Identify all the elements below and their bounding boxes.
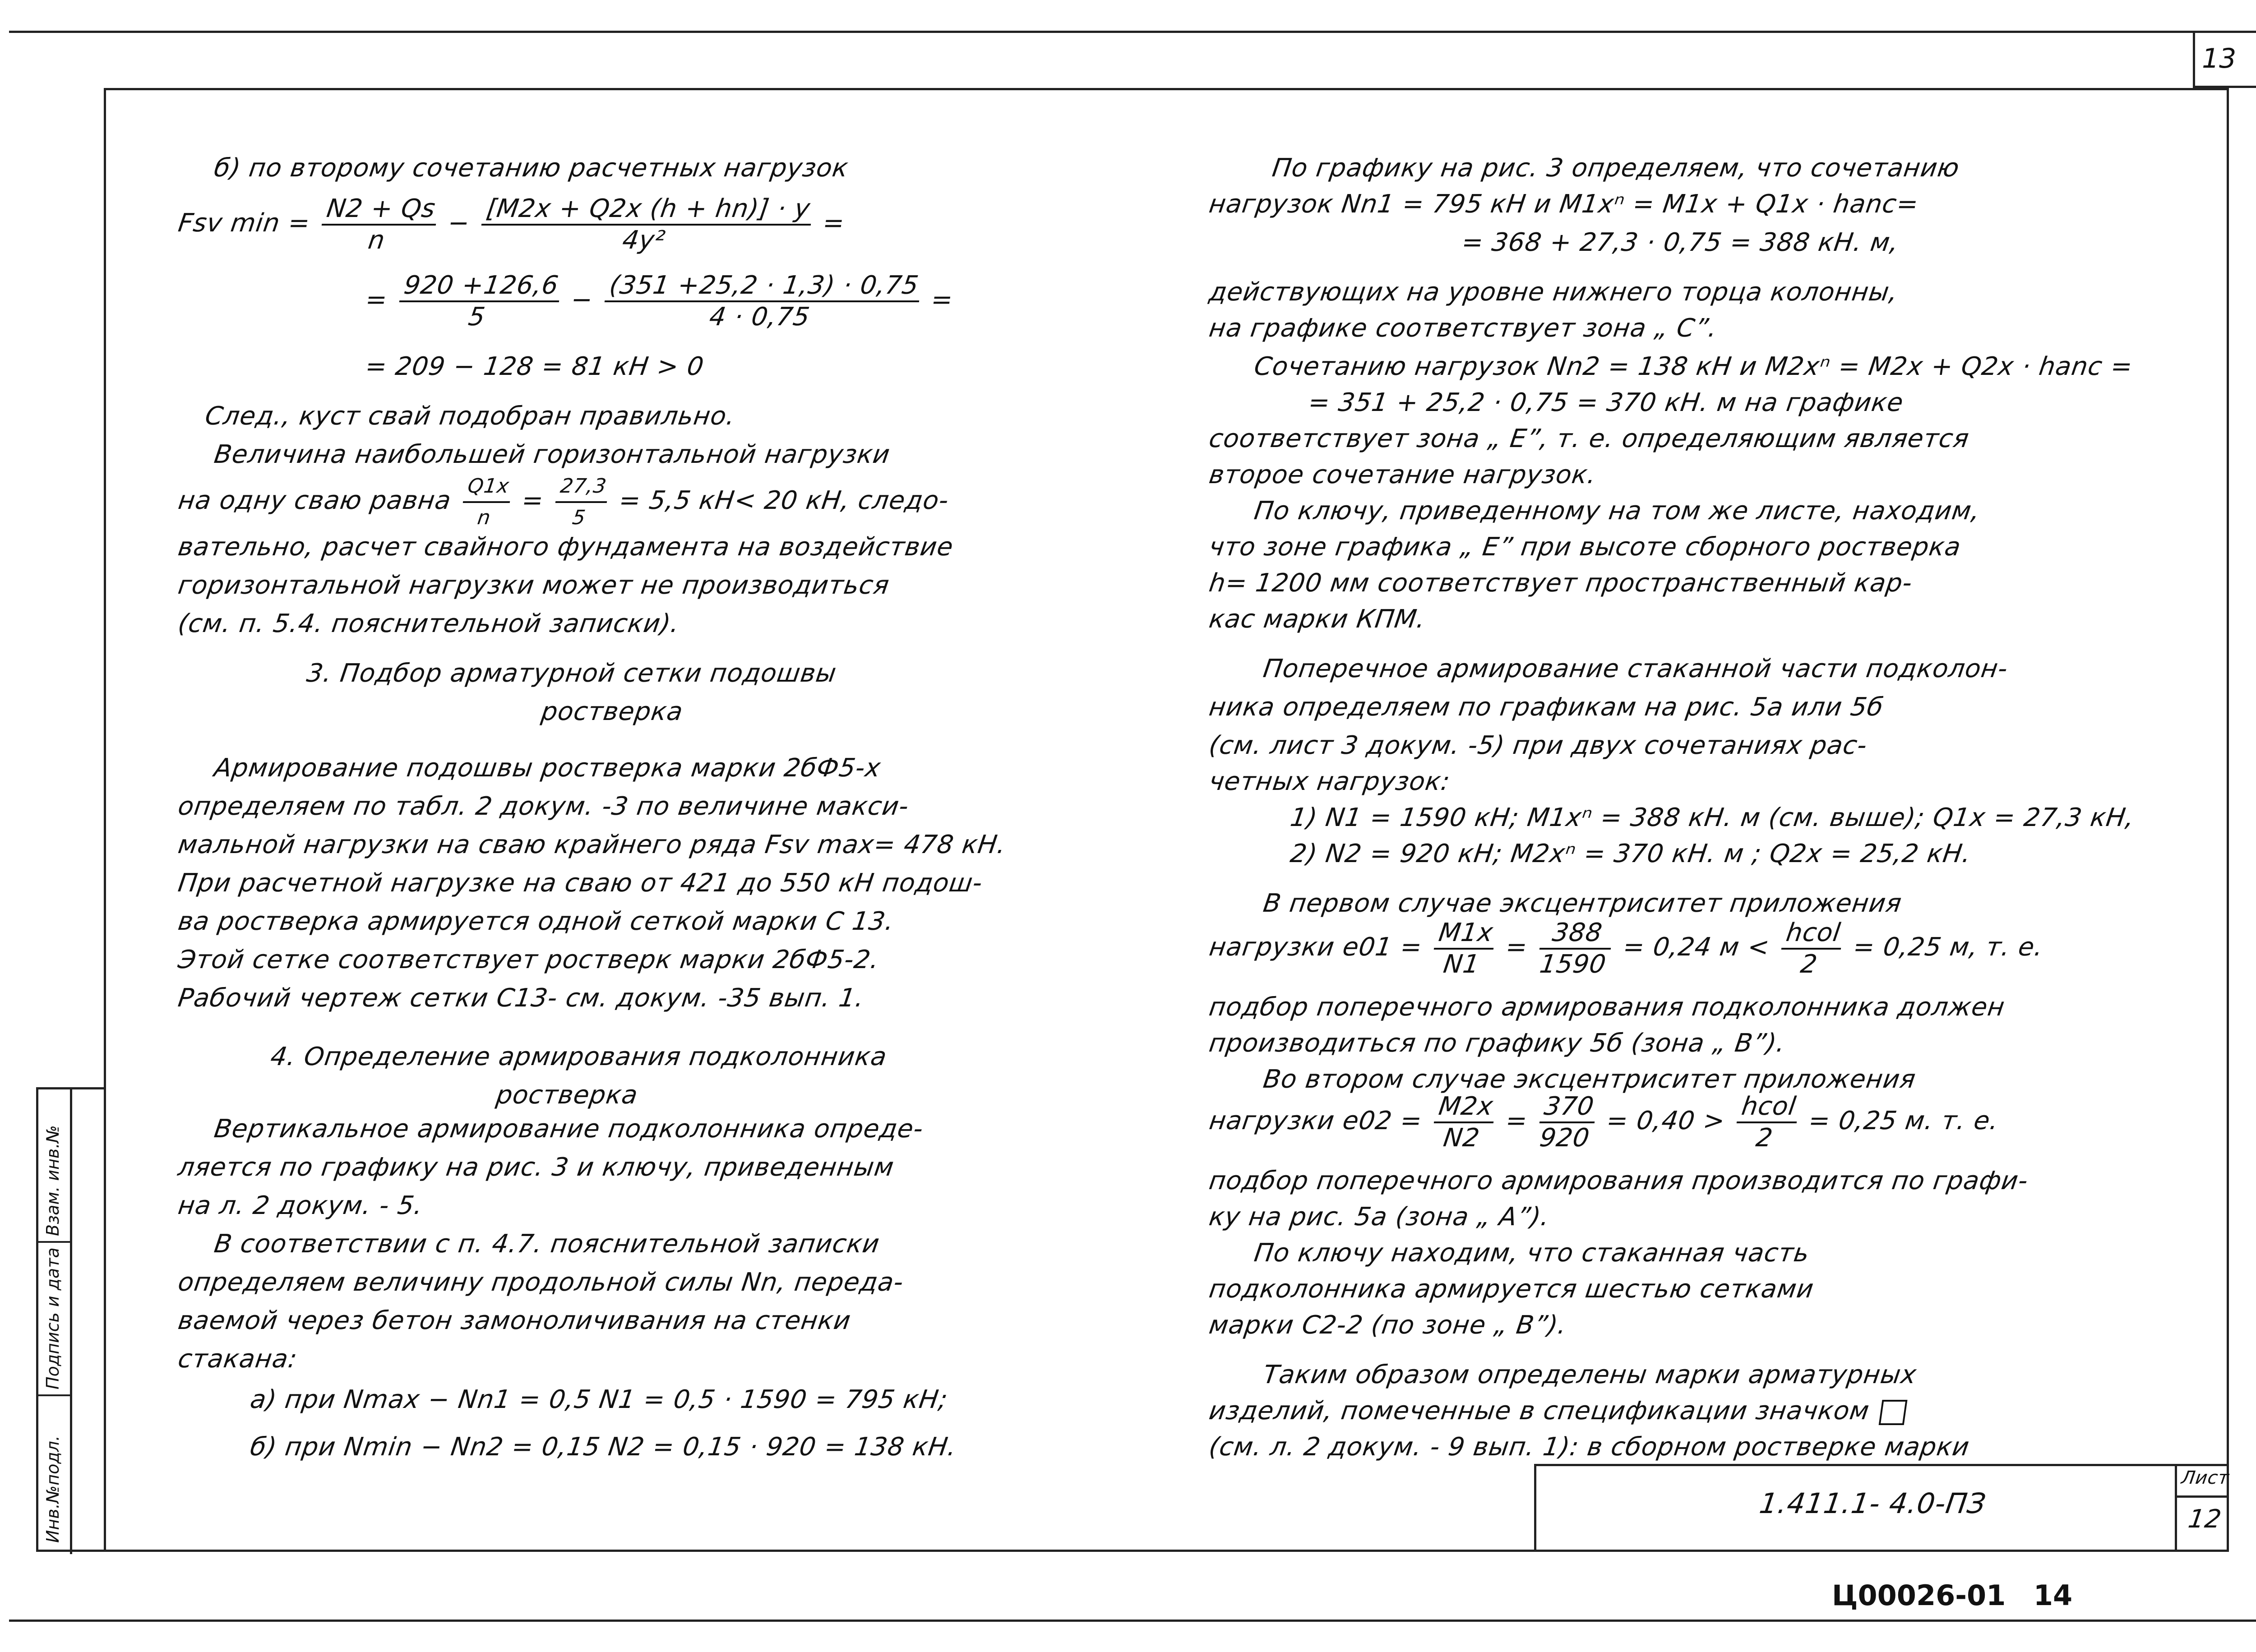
left-line-03: Величина наибольшей горизонтальной нагрузки: [212, 440, 892, 469]
text-span: на одну сваю равна: [176, 486, 453, 516]
left-line-09: определяем по табл. 2 докум. -3 по величине макси-: [176, 792, 911, 821]
left-line-23: б) при Nmin − Nn2 = 0,15 N2 = 0,15 · 920 = 138 кН.: [248, 1432, 959, 1462]
document-code: 1.411.1- 4.0-ПЗ: [1757, 1487, 1988, 1520]
text-span: нагрузки e02 =: [1207, 1106, 1424, 1136]
right-line-20: В первом случае эксцентриситет приложения: [1261, 889, 1904, 918]
right-line-18: 1) N1 = 1590 кН; M1xⁿ = 388 кН. м (см. выше); Q1x = 27,3 кН,: [1288, 803, 2136, 832]
left-line-17: на л. 2 докум. - 5.: [176, 1191, 425, 1220]
stamp-divider: [70, 1089, 72, 1554]
right-line-09: второе сочетание нагрузок.: [1207, 460, 1599, 489]
operator: −: [446, 208, 472, 238]
text-span: нагрузки e01 =: [1207, 932, 1424, 962]
text-span: = 0,25 м, т. е.: [1851, 932, 2045, 962]
denominator: 1590: [1538, 950, 1608, 979]
right-line-29: подколонника армируется шестью сетками: [1207, 1274, 1816, 1304]
section-4-heading: 4. Определение армирования подколонника: [268, 1042, 889, 1071]
right-line-19: 2) N2 = 920 кН; M2xⁿ = 370 кН. м ; Q2x = 25,2 кН.: [1288, 839, 1973, 868]
numerator: (351 +25,2 · 1,3) · 0,75: [605, 271, 923, 302]
square-mark-icon: [1878, 1400, 1907, 1425]
right-line-03: = 368 + 27,3 · 0,75 = 388 кН. м,: [1460, 228, 1901, 257]
archive-code-text: Ц00026-01: [1832, 1579, 2006, 1612]
numerator: hcol: [1781, 918, 1845, 950]
operator: =: [520, 486, 546, 516]
sheet-label: Лист: [2180, 1467, 2231, 1488]
fraction: [395, 271, 563, 332]
bottom-trim-line: [9, 1620, 2256, 1622]
fraction: [458, 471, 514, 533]
left-line-08: Армирование подошвы ростверка марки 2бФ5-х: [212, 753, 883, 783]
left-line-22: а) при Nmax − Nn1 = 0,5 N1 = 0,5 · 1590 = 795 кН;: [248, 1385, 950, 1414]
numerator: [M2x + Q2x (h + hn)] · y: [481, 194, 815, 226]
numerator: 388: [1539, 918, 1615, 950]
right-line-11: что зоне графика „ Е” при высоте сборного ростверка: [1207, 532, 1963, 562]
fraction: [318, 194, 440, 255]
archive-page: 14: [2033, 1579, 2073, 1612]
right-line-24: Во втором случае эксцентриситет приложения: [1261, 1065, 1918, 1094]
operator: =: [1503, 1106, 1530, 1136]
denominator: 5: [571, 506, 587, 529]
right-line-14: Поперечное армирование стаканной части подколон-: [1261, 654, 2010, 683]
right-line-07: = 351 + 25,2 · 0,75 = 370 кН. м на графике: [1306, 388, 1905, 417]
right-line-10: По ключу, приведенному на том же листе, находим,: [1252, 496, 1982, 526]
stamp-label-signature: Подпись и дата: [43, 1247, 63, 1389]
denominator: 5: [466, 302, 487, 332]
left-line-20: ваемой через бетон замоноличивания на стенки: [176, 1306, 853, 1335]
denominator: n: [476, 506, 492, 529]
numerator: 370: [1539, 1092, 1599, 1123]
denominator: 4y²: [620, 226, 667, 255]
right-line-16: (см. лист 3 докум. -5) при двух сочетаниях рас-: [1207, 731, 1869, 760]
denominator: 920: [1538, 1123, 1592, 1153]
fraction: [477, 194, 815, 255]
right-line-02: нагрузок Nn1 = 795 кН и M1xⁿ = M1x + Q1x · hanс=: [1207, 189, 1921, 219]
text-span: = 0,40 >: [1604, 1106, 1727, 1136]
right-line-27: ку на рис. 5а (зона „ А”).: [1207, 1202, 1552, 1232]
denominator: n: [366, 226, 387, 255]
section-4-heading-cont: ростверка: [494, 1080, 640, 1110]
denominator: N2: [1441, 1123, 1482, 1153]
formula-substitution: [361, 271, 957, 332]
formula-fsv-min: [174, 194, 848, 255]
left-line-14: Рабочий чертеж сетки С13- см. докум. -35 вып. 1.: [176, 983, 866, 1013]
numerator: 27,3: [555, 471, 611, 503]
fraction: [551, 471, 611, 533]
formula-lhs: Fsv min =: [176, 208, 312, 238]
operator: =: [929, 285, 955, 315]
left-line-06: горизонтальной нагрузки может не производиться: [176, 571, 892, 600]
fraction: [601, 271, 924, 332]
numerator: M2x: [1434, 1092, 1498, 1123]
right-line-13: кас марки КПМ.: [1207, 605, 1428, 634]
right-line-23: производиться по графику 5б (зона „ В”).: [1207, 1029, 1787, 1058]
right-line-25: [1205, 1092, 2002, 1153]
right-line-17: четных нагрузок:: [1207, 767, 1452, 796]
left-line-01: б) по второму сочетанию расчетных нагрузок: [212, 153, 851, 183]
right-line-32: [1207, 1396, 1908, 1426]
right-line-30: марки С2-2 (по зоне „ В”).: [1207, 1311, 1569, 1340]
left-line-21: стакана:: [176, 1344, 300, 1374]
section-3-heading-cont: ростверка: [539, 697, 685, 726]
left-line-04: [174, 471, 952, 533]
left-line-10: мальной нагрузки на сваю крайнего ряда Fsv max= 478 кН.: [176, 830, 1008, 859]
title-block-divider: [2175, 1495, 2229, 1498]
left-line-05: вательно, расчет свайного фундамента на воздействие: [176, 532, 956, 562]
right-line-26: подбор поперечного армирования производится по графи-: [1207, 1166, 2030, 1195]
right-line-01: По графику на рис. 3 определяем, что сочетанию: [1270, 153, 1961, 183]
page-number: 13: [2202, 43, 2237, 74]
text-span: = 0,24 м <: [1621, 932, 1772, 962]
fraction: [1535, 918, 1615, 979]
archive-code: [1832, 1579, 2072, 1612]
right-line-15: ника определяем по графикам на рис. 5а или 5б: [1207, 692, 1886, 722]
denominator: 2: [1754, 1123, 1775, 1153]
section-3-heading: 3. Подбор арматурной сетки подошвы: [305, 659, 839, 688]
stamp-label-inv-replace: Взам. инв.№: [43, 1125, 63, 1236]
stamp-label-inv-podl: Инв.№подл.: [43, 1435, 63, 1543]
numerator: hcol: [1737, 1092, 1801, 1123]
right-line-05: на графике соответствует зона „ С”.: [1207, 314, 1719, 343]
right-line-28: По ключу находим, что стаканная часть: [1252, 1238, 1812, 1268]
left-line-19: определяем величину продольной силы Nn, переда-: [176, 1268, 906, 1297]
sheet-number: 12: [2186, 1504, 2224, 1534]
numerator: 920 +126,6: [399, 271, 563, 302]
operator: −: [569, 285, 595, 315]
left-line-15: Вертикальное армирование подколонника опреде-: [212, 1114, 925, 1144]
left-line-07: (см. п. 5.4. пояснительной записки).: [176, 609, 682, 638]
denominator: 4 · 0,75: [707, 302, 812, 332]
right-line-31: Таким образом определены марки арматурных: [1261, 1360, 1919, 1389]
operator: =: [821, 208, 847, 238]
numerator: N2 + Qs: [322, 194, 440, 226]
fraction: [1535, 1092, 1599, 1153]
operator: =: [363, 285, 389, 315]
formula-result: = 209 − 128 = 81 кН > 0: [363, 352, 706, 381]
right-line-06: Сочетанию нагрузок Nn2 = 138 кН и M2xⁿ = M2x + Q2x · hanс =: [1252, 352, 2135, 381]
left-line-12: ва ростверка армируется одной сеткой марки С 13.: [176, 907, 896, 936]
right-line-22: подбор поперечного армирования подколонника должен: [1207, 992, 2007, 1022]
left-line-02: След., куст свай подобран правильно.: [203, 401, 737, 431]
denominator: N1: [1441, 950, 1482, 979]
numerator: Q1x: [463, 471, 514, 503]
left-line-18: В соответствии с п. 4.7. пояснительной записки: [212, 1229, 882, 1259]
left-line-16: ляется по графику на рис. 3 и ключу, приведенным: [176, 1153, 896, 1182]
right-line-04: действующих на уровне нижнего торца колонны,: [1207, 277, 1900, 307]
text-span: изделий, помеченные в спецификации значком: [1207, 1396, 1872, 1426]
denominator: 2: [1798, 950, 1820, 979]
right-line-33: (см. л. 2 докум. - 9 вып. 1): в сборном ростверке марки: [1207, 1432, 1972, 1462]
fraction: [1430, 1092, 1498, 1153]
operator: =: [1503, 932, 1530, 962]
left-line-11: При расчетной нагрузке на сваю от 421 до 550 кН подош-: [176, 868, 985, 898]
left-line-13: Этой сетке соответствует ростверк марки 2бФ5-2.: [176, 945, 881, 974]
right-line-21: [1205, 918, 2047, 979]
fraction: [1777, 918, 1845, 979]
text-span: = 5,5 кН< 20 кН, следо-: [617, 486, 951, 516]
fraction: [1430, 918, 1498, 979]
text-span: = 0,25 м. т. е.: [1807, 1106, 2001, 1136]
right-line-08: соответствует зона „ Е”, т. е. определяющим является: [1207, 424, 1971, 453]
top-trim-line: [9, 31, 2256, 33]
fraction: [1733, 1092, 1801, 1153]
numerator: M1x: [1434, 918, 1498, 950]
right-line-12: h= 1200 мм соответствует пространственный кар-: [1207, 568, 1914, 598]
